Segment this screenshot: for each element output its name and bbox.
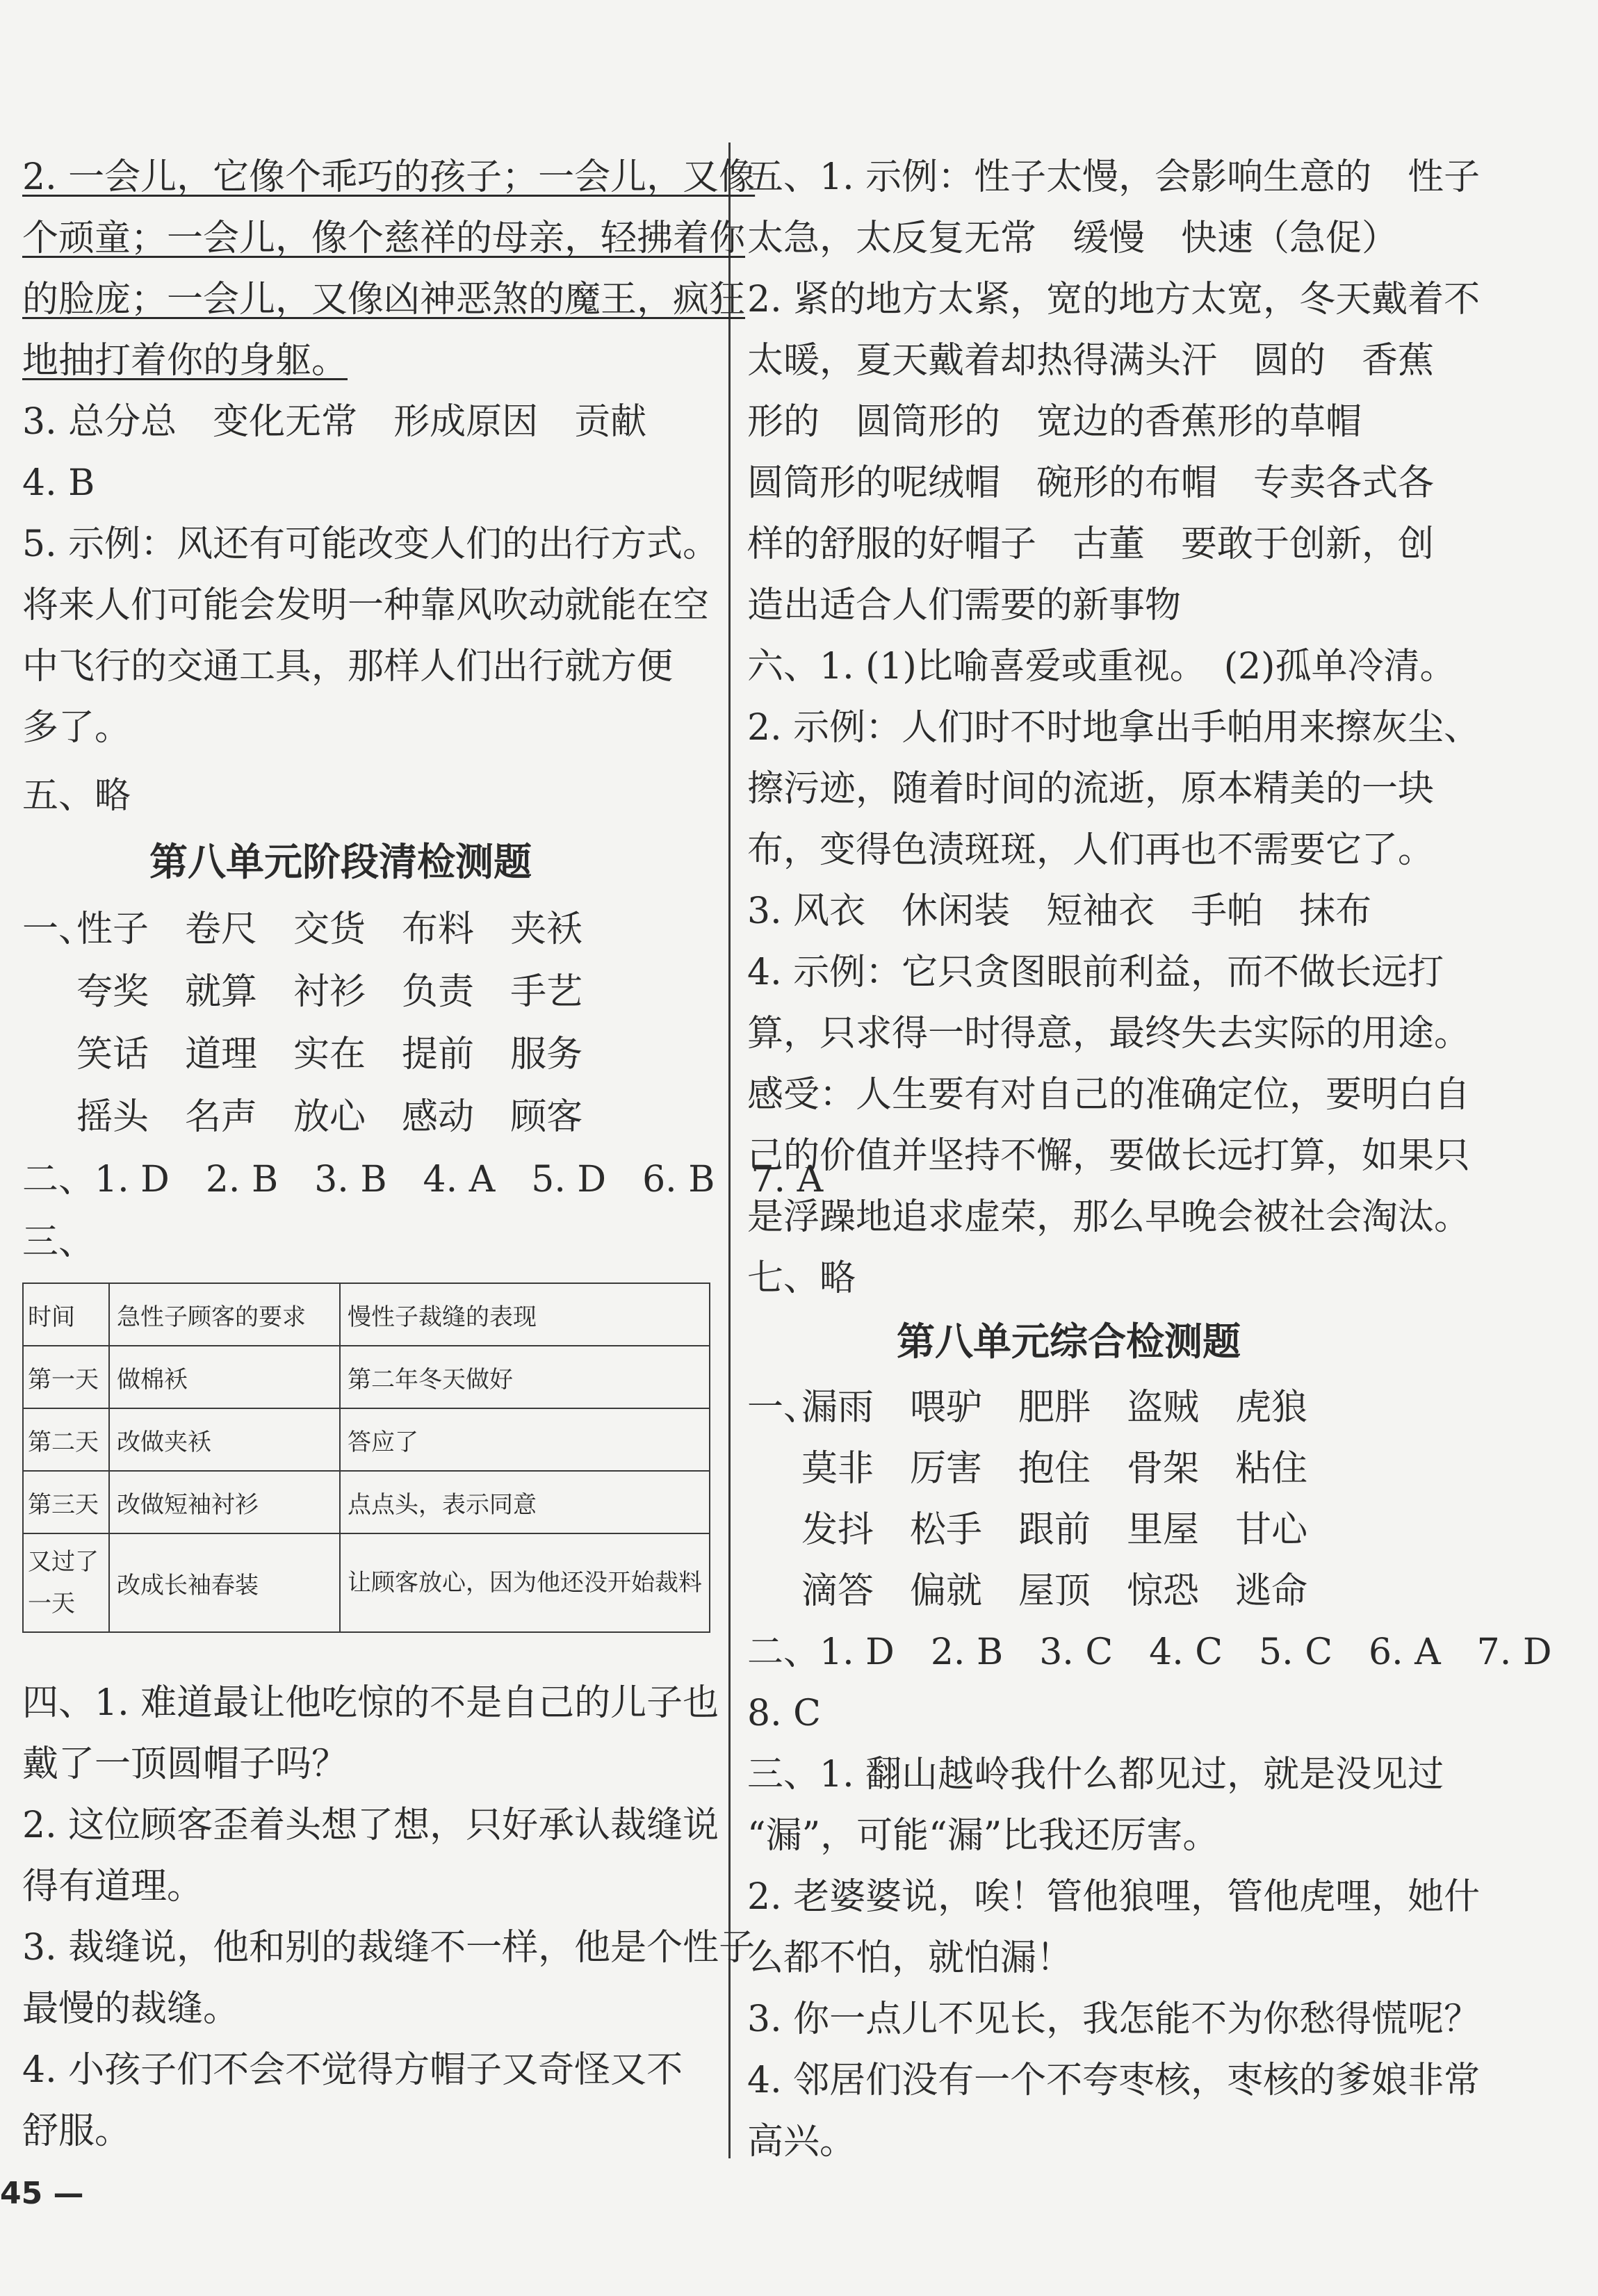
table-cell: 改做短袖衬衫 <box>109 1471 340 1533</box>
word: 莫非 <box>801 1448 874 1490</box>
answer-line: 4. 小孩子们不会不觉得方帽子又奇怪又不 <box>22 2049 683 2091</box>
answer-line: 2. 示例：人们时不时地拿出手帕用来擦灰尘、 <box>747 707 1481 749</box>
table-row <box>23 1408 710 1471</box>
word: 跟前 <box>1018 1509 1091 1551</box>
table-cell: 改成长袖春装 <box>109 1533 340 1632</box>
answer-line: 五、略 <box>22 775 131 817</box>
answer-line: 2. 老婆婆说，唉！管他狼哩，管他虎哩，她什 <box>747 1876 1481 1918</box>
answer-line: 2. 一会儿，它像个乖巧的孩子；一会儿，又像 <box>22 156 756 198</box>
word: 顾客 <box>510 1096 583 1138</box>
table-header: 急性子顾客的要求 <box>109 1283 340 1346</box>
page-number: 45 — <box>0 2176 84 2211</box>
answer-line: 算，只求得一时得意，最终失去实际的用途。 <box>747 1013 1471 1055</box>
answer-line: 将来人们可能会发明一种靠风吹动就能在空 <box>22 585 710 626</box>
word: 服务 <box>510 1034 583 1075</box>
table-row <box>23 1533 710 1632</box>
table-row <box>23 1471 710 1533</box>
answer-line: 么都不怕，就怕漏！ <box>747 1937 1073 1979</box>
word-row <box>801 1570 1344 1612</box>
answer-line: 4. 邻居们没有一个不夸枣核，枣核的爹娘非常 <box>747 2060 1481 2101</box>
section-label: 一、 <box>747 1387 820 1428</box>
word-row <box>801 1448 1344 1490</box>
answer-line: 4. B <box>22 462 95 504</box>
answer-line: 2. 这位顾客歪着头想了想，只好承认裁缝说 <box>22 1805 719 1846</box>
answer-line: 3. 风衣 休闲装 短袖衣 手帕 抹布 <box>747 890 1372 932</box>
word: 盗贼 <box>1127 1387 1200 1428</box>
section-label: 一、 <box>22 909 95 950</box>
answer-line: 七、略 <box>747 1257 856 1299</box>
answer-line: 个顽童；一会儿，像个慈祥的母亲，轻拂着你 <box>22 218 746 259</box>
table-cell: 答应了 <box>340 1408 710 1471</box>
answer-line: 感受：人生要有对自己的准确定位，要明白自 <box>747 1074 1471 1116</box>
table-cell: 第二天 <box>23 1408 109 1471</box>
table-cell: 第三天 <box>23 1471 109 1533</box>
word: 手艺 <box>510 971 583 1013</box>
answer-line: 2. 紧的地方太紧，宽的地方太宽，冬天戴着不 <box>747 279 1481 320</box>
word-row <box>76 1096 619 1138</box>
answer-line: 最慢的裁缝。 <box>22 1988 240 2030</box>
answer-line: 地抽打着你的身躯。 <box>22 340 348 382</box>
word: 抱住 <box>1018 1448 1091 1490</box>
answer-line: 太急，太反复无常 缓慢 快速（急促） <box>747 218 1399 259</box>
word: 放心 <box>293 1096 366 1138</box>
answer-line: 造出适合人们需要的新事物 <box>747 585 1182 626</box>
answer-line: 得有道理。 <box>22 1866 204 1907</box>
word: 虎狼 <box>1235 1387 1308 1428</box>
column-divider <box>728 143 731 2158</box>
answer-line: 中飞行的交通工具，那样人们出行就方便 <box>22 646 674 687</box>
word: 笑话 <box>76 1034 149 1075</box>
table-cell: 做棉袄 <box>109 1346 340 1408</box>
word: 漏雨 <box>801 1387 874 1428</box>
table-cell: 第二年冬天做好 <box>340 1346 710 1408</box>
word-row <box>76 1034 619 1075</box>
word: 里屋 <box>1127 1509 1200 1551</box>
word: 夹袄 <box>510 909 583 950</box>
answer-line: 四、1. 难道最让他吃惊的不是自己的儿子也 <box>22 1682 719 1724</box>
answer-line: 二、1. D 2. B 3. B 4. A 5. D 6. B 7. A <box>22 1159 824 1200</box>
word: 提前 <box>402 1034 475 1075</box>
word: 发抖 <box>801 1509 874 1551</box>
answer-line: 样的舒服的好帽子 古董 要敢于创新，创 <box>747 523 1435 565</box>
answer-line: 4. 示例：它只贪图眼前利益，而不做长远打 <box>747 952 1444 993</box>
table-cell: 让顾客放心，因为他还没开始裁料 <box>340 1533 710 1632</box>
word: 惊恐 <box>1127 1570 1200 1612</box>
word-row <box>801 1509 1344 1551</box>
word: 就算 <box>185 971 258 1013</box>
answer-line: 六、1. (1)比喻喜爱或重视。 (2)孤单冷清。 <box>747 646 1456 687</box>
word: 甘心 <box>1235 1509 1308 1551</box>
table-cell: 又过了一天 <box>23 1533 109 1632</box>
answer-line: 三、1. 翻山越岭我什么都见过，就是没见过 <box>747 1754 1444 1796</box>
answer-line: 舒服。 <box>22 2110 131 2152</box>
word: 实在 <box>293 1034 366 1075</box>
word: 感动 <box>402 1096 475 1138</box>
word: 夸奖 <box>76 971 149 1013</box>
section-heading: 第八单元阶段清检测题 <box>149 840 532 884</box>
word-row <box>76 909 619 950</box>
word: 厉害 <box>910 1448 983 1490</box>
answer-line: 形的 圆筒形的 宽边的香蕉形的草帽 <box>747 401 1362 443</box>
word-row <box>76 971 619 1013</box>
answer-line: 己的价值并坚持不懈，要做长远打算，如果只 <box>747 1135 1471 1177</box>
answer-line: 太暖，夏天戴着却热得满头汗 圆的 香蕉 <box>747 340 1435 382</box>
answer-line: 8. C <box>747 1693 821 1734</box>
word: 卷尺 <box>185 909 258 950</box>
answer-line: 5. 示例：风还有可能改变人们的出行方式。 <box>22 523 719 565</box>
answer-line: 是浮躁地追求虚荣，那么早晚会被社会淘汰。 <box>747 1196 1471 1238</box>
word: 偏就 <box>910 1570 983 1612</box>
table-header: 慢性子裁缝的表现 <box>340 1283 710 1346</box>
word: 交货 <box>293 909 366 950</box>
answer-line: 圆筒形的呢绒帽 碗形的布帽 专卖各式各 <box>747 462 1435 504</box>
answer-line: 二、1. D 2. B 3. C 4. C 5. C 6. A 7. D <box>747 1631 1552 1673</box>
section-heading: 第八单元综合检测题 <box>897 1319 1241 1364</box>
word: 松手 <box>910 1509 983 1551</box>
word: 屋顶 <box>1018 1570 1091 1612</box>
table-cell: 第一天 <box>23 1346 109 1408</box>
section-label: 三、 <box>22 1221 95 1263</box>
answer-line: 的脸庞；一会儿，又像凶神恶煞的魔王，疯狂 <box>22 279 746 320</box>
answer-line: “漏”，可能“漏”比我还厉害。 <box>747 1815 1219 1857</box>
table-header-row <box>23 1283 710 1346</box>
answer-line: 五、1. 示例：性子太慢，会影响生意的 性子 <box>747 156 1481 198</box>
answer-line: 擦污迹，随着时间的流逝，原本精美的一块 <box>747 768 1435 810</box>
word: 衬衫 <box>293 971 366 1013</box>
answer-line: 布，变得色渍斑斑，人们再也不需要它了。 <box>747 829 1435 871</box>
table-cell: 改做夹袄 <box>109 1408 340 1471</box>
word: 肥胖 <box>1018 1387 1091 1428</box>
answer-line: 高兴。 <box>747 2121 856 2163</box>
word: 骨架 <box>1127 1448 1200 1490</box>
answer-table <box>22 1283 710 1633</box>
table-cell: 点点头，表示同意 <box>340 1471 710 1533</box>
word: 逃命 <box>1235 1570 1308 1612</box>
table-header: 时间 <box>23 1283 109 1346</box>
word: 负责 <box>402 971 475 1013</box>
table-row <box>23 1346 710 1408</box>
answer-line: 3. 裁缝说，他和别的裁缝不一样，他是个性子 <box>22 1927 756 1969</box>
word-row <box>801 1387 1344 1428</box>
word: 喂驴 <box>910 1387 983 1428</box>
word: 性子 <box>76 909 149 950</box>
word: 名声 <box>185 1096 258 1138</box>
answer-line: 多了。 <box>22 707 131 749</box>
answer-line: 3. 总分总 变化无常 形成原因 贡献 <box>22 401 647 443</box>
word: 粘住 <box>1235 1448 1308 1490</box>
word: 道理 <box>185 1034 258 1075</box>
answer-line: 戴了一顶圆帽子吗？ <box>22 1743 348 1785</box>
word: 布料 <box>402 909 475 950</box>
answer-line: 3. 你一点儿不见长，我怎能不为你愁得慌呢？ <box>747 1998 1481 2040</box>
word: 滴答 <box>801 1570 874 1612</box>
word: 摇头 <box>76 1096 149 1138</box>
